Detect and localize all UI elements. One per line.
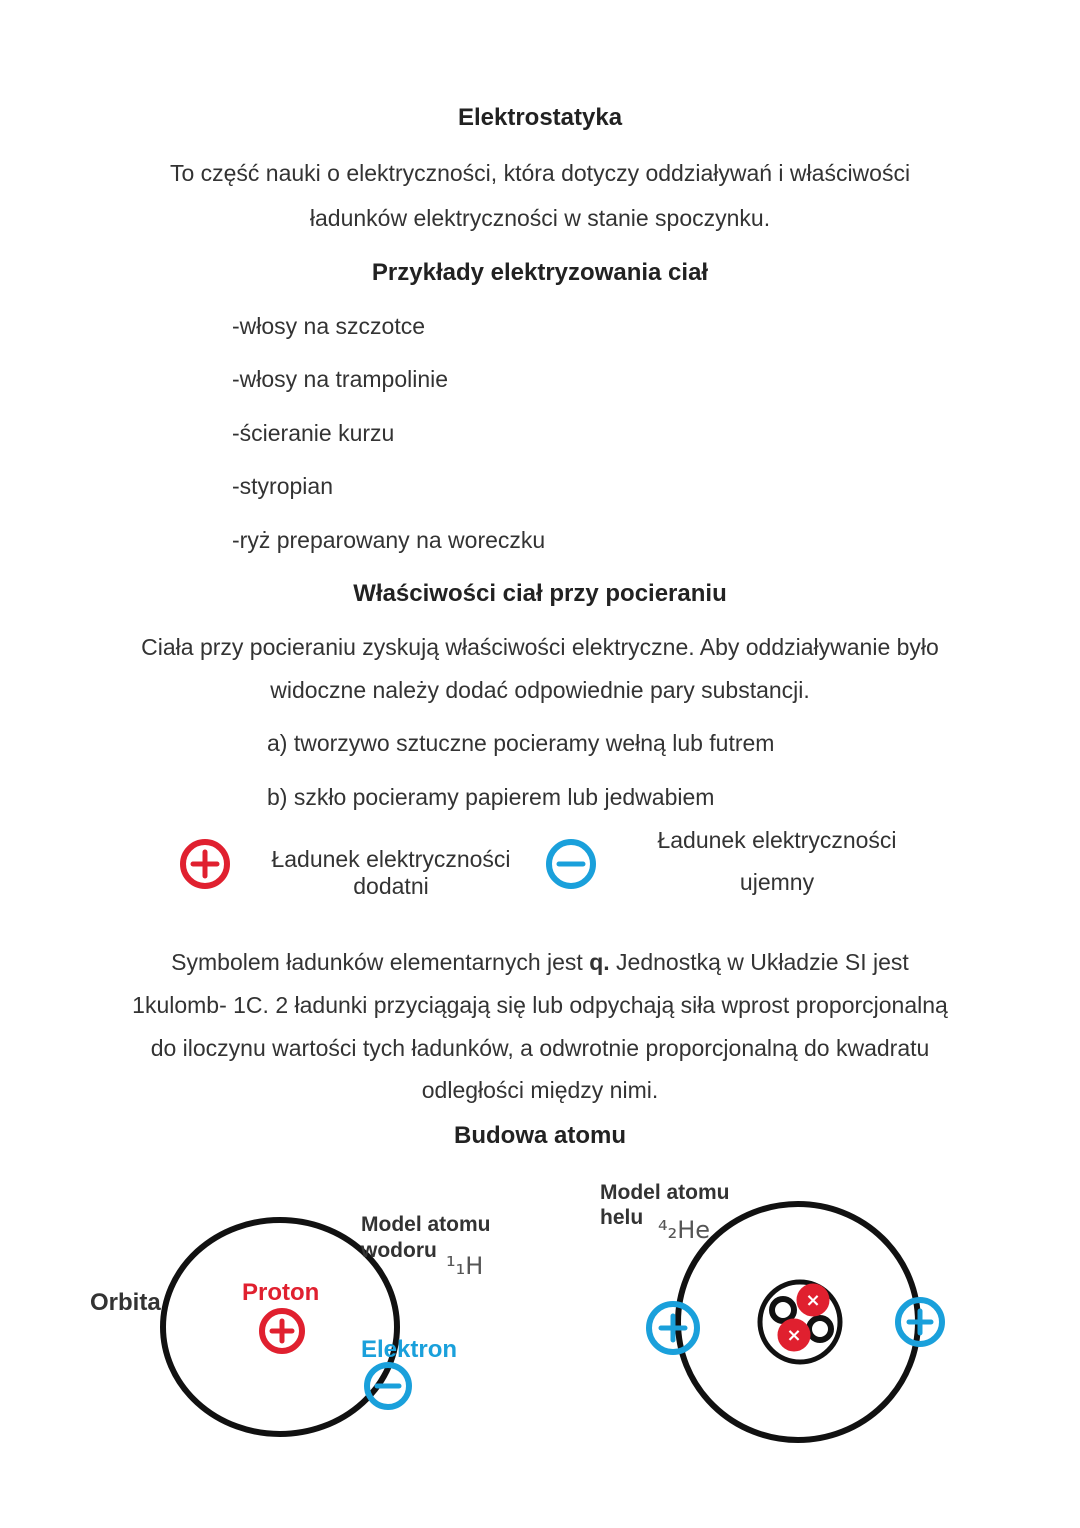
orbit-label: Orbita: [90, 1289, 161, 1316]
proton-icon: [262, 1311, 302, 1351]
example-item: -włosy na szczotce: [232, 313, 426, 339]
example-item: -ścieranie kurzu: [232, 420, 395, 446]
svg-text:×: ×: [786, 1325, 802, 1346]
atom-heading: Budowa atomu: [454, 1122, 626, 1149]
example-item: -włosy na trampolinie: [232, 366, 449, 392]
helium-symbol: ⁴₂He: [658, 1216, 711, 1244]
negative-charge-icon: [549, 842, 593, 886]
hydrogen-label-line-2: wodoru: [361, 1239, 437, 1262]
helium-atom-diagram: [600, 1181, 942, 1440]
negative-charge-label-1: Ładunek elektryczności: [657, 827, 897, 853]
coulomb-line-2: 1kulomb- 1C. 2 ładunki przyciągają się lub odpychają siła wprost proporcjonalną: [132, 992, 948, 1018]
examples-heading: Przykłady elektryzowania ciał: [371, 259, 709, 286]
neutron-icon: [772, 1299, 794, 1321]
page-title: Elektrostatyka: [457, 104, 623, 131]
hydrogen-symbol: ¹₁H: [446, 1252, 484, 1280]
intro-line-2: ładunków elektryczności w stanie spoczynku.: [309, 205, 771, 231]
charge-symbol-q: q.: [589, 949, 610, 975]
properties-heading: Właściwości ciał przy pocieraniu: [353, 580, 727, 607]
hydrogen-label-line-1: Model atomu: [361, 1213, 491, 1236]
proton-label: Proton: [242, 1279, 320, 1306]
pair-b: b) szkło pocieramy papierem lub jedwabiem: [267, 784, 715, 810]
pair-a: a) tworzywo sztuczne pocieramy wełną lub futrem: [267, 730, 775, 756]
electron-label: Elektron: [361, 1336, 458, 1363]
positive-charge-label-1: Ładunek elektryczności: [271, 846, 511, 872]
coulomb-line-1-a: Symbolem ładunków elementarnych jest: [171, 949, 590, 975]
positive-charge-label-2: dodatni: [353, 873, 429, 899]
coulomb-line-3: do iloczynu wartości tych ładunków, a odwrotnie proporcjonalną do kwadratu: [150, 1035, 930, 1061]
helium-label-line-1: Model atomu: [600, 1181, 730, 1204]
example-item: -styropian: [232, 473, 333, 499]
helium-nucleus: [760, 1282, 840, 1362]
coulomb-line-1-b: Jednostką w Układzie SI jest: [609, 949, 909, 975]
neutron-icon: [809, 1318, 831, 1340]
svg-text:×: ×: [805, 1290, 821, 1311]
properties-line-1: Ciała przy pocieraniu zyskują właściwości elektryczne. Aby oddziaływanie było: [141, 634, 939, 660]
properties-line-2: widoczne należy dodać odpowiednie pary substancji.: [270, 677, 810, 703]
electron-icon: [649, 1304, 697, 1352]
example-item: -ryż preparowany na woreczku: [232, 527, 546, 553]
positive-charge-icon: [183, 842, 227, 886]
helium-label-line-2: helu: [600, 1206, 644, 1229]
coulomb-line-4: odległości między nimi.: [421, 1077, 659, 1103]
hydrogen-atom-diagram: [90, 1213, 491, 1434]
intro-line-1: To część nauki o elektryczności, która dotyczy oddziaływań i właściwości: [169, 160, 911, 186]
negative-charge-label-2: ujemny: [739, 869, 815, 895]
